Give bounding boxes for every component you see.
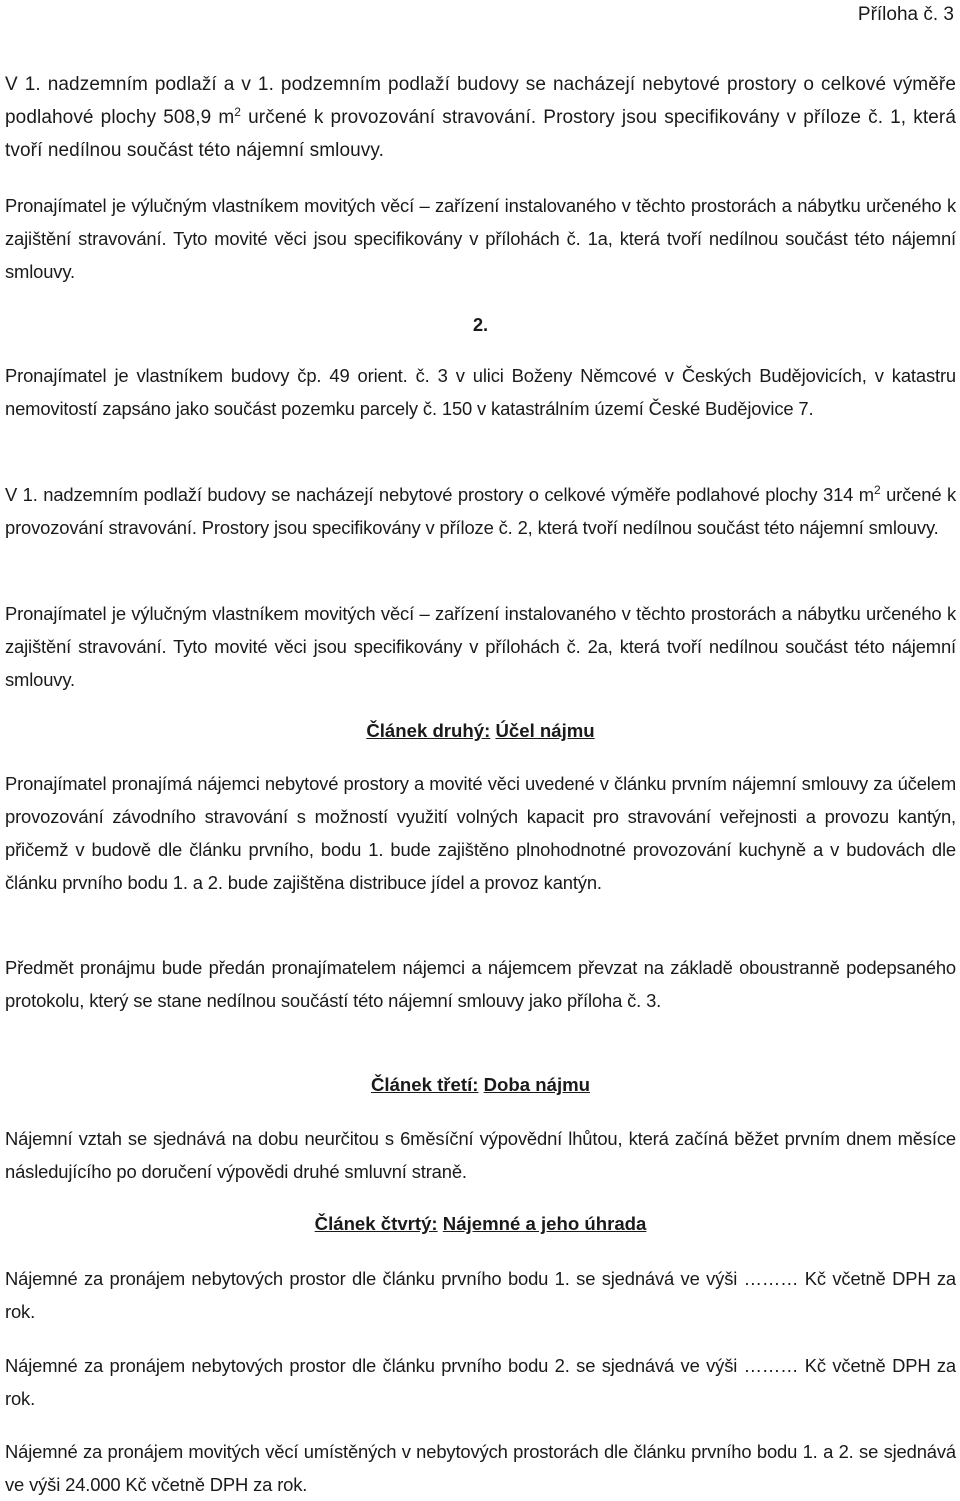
paragraph-rent-2: Nájemné za pronájem nebytových prostor dle článku prvního bodu 2. se sjednává ve výši ……… Kč včetně DPH za rok. [5, 1355, 956, 1409]
paragraph-handover: Předmět pronájmu bude předán pronajímatelem nájemci a nájemcem převzat na základě oboustranně podepsaného protokolu, který se stane nedílnou součástí této nájemní smlouvy jako příloha č. 3. [5, 957, 956, 1011]
heading-article-2 [5, 716, 956, 746]
paragraph-premises-2-text-a: V 1. nadzemním podlaží budovy se nacházejí nebytové prostory o celkové výměře podlahové plochy 314 m [5, 484, 874, 505]
heading-article-2-title: Účel nájmu [495, 720, 595, 741]
paragraph-premises-1-text-a: V 1. nadzemním podlaží a v 1. podzemním podlaží budovy se nacházejí nebytové prostory o celkové výměře podlahové plochy 508,9 m [5, 74, 956, 128]
paragraph-rent-1: Nájemné za pronájem nebytových prostor dle článku prvního bodu 1. se sjednává ve výši ……… Kč včetně DPH za rok. [5, 1268, 956, 1322]
paragraph-purpose: Pronajímatel pronajímá nájemci nebytové prostory a movité věci uvedené v článku prvním nájemní smlouvy za účelem provozování závodního stravování s možností využití volných kapacit pro stravování veřejnosti a provozu kantýn, přičemž v budově dle článku prvního, bodu 1. bude zajištěno plnohodnotné provozování kuchyně a v budovách dle článku prvního bodu 1. a 2. bude zajištěna distribuce jídel a provoz kantýn. [5, 773, 956, 893]
paragraph-premises-1 [5, 68, 956, 167]
superscript-2: 2 [234, 105, 242, 119]
heading-article-3 [5, 1070, 956, 1100]
superscript-2: 2 [873, 483, 881, 497]
heading-article-4-title: Nájemné a jeho úhrada [442, 1213, 647, 1234]
paragraph-premises-2-text-b: určené k provozování stravování. Prostory jsou specifikovány v příloze č. 2, která tvoří nedílnou součást této nájemní smlouvy. [5, 484, 956, 538]
paragraph-premises-1-text-b: určené k provozování stravování. Prostory jsou specifikovány v příloze č. 1, která tvoří nedílnou součást této nájemní smlouvy. [5, 107, 956, 161]
appendix-label: Příloha č. 3 [857, 4, 954, 25]
paragraph-movables-1: Pronajímatel je výlučným vlastníkem movitých věcí – zařízení instalovaného v těchto prostorách a nábytku určeného k zajištění stravování. Tyto movité věci jsou specifikovány v přílohách č. 1a, která tvoří nedílnou součást této nájemní smlouvy. [5, 195, 956, 282]
section-number: 2. [472, 314, 489, 335]
paragraph-rent-movables: Nájemné za pronájem movitých věcí umístěných v nebytových prostorách dle článku prvního bodu 1. a 2. se sjednává ve výši 24.000 Kč včetně DPH za rok. [5, 1441, 956, 1495]
paragraph-premises-2 [5, 478, 956, 544]
heading-article-3-title: Doba nájmu [483, 1074, 591, 1095]
heading-article-3-label: Článek třetí: [370, 1074, 479, 1095]
paragraph-duration: Nájemní vztah se sjednává na dobu neurčitou s 6měsíční výpovědní lhůtou, která začíná běžet prvním dnem měsíce následujícího po doručení výpovědi druhé smluvní straně. [5, 1128, 956, 1182]
paragraph-building-owner: Pronajímatel je vlastníkem budovy čp. 49 orient. č. 3 v ulici Boženy Němcové v Českých Budějovicích, v katastru nemovitostí zapsáno jako součást pozemku parcely č. 150 v katastrálním území České Budějovice 7. [5, 365, 956, 419]
heading-article-4 [5, 1209, 956, 1239]
heading-article-2-label: Článek druhý: [366, 720, 491, 741]
paragraph-movables-2: Pronajímatel je výlučným vlastníkem movitých věcí – zařízení instalovaného v těchto prostorách a nábytku určeného k zajištění stravování. Tyto movité věci jsou specifikovány v přílohách č. 2a, která tvoří nedílnou součást této nájemní smlouvy. [5, 603, 956, 690]
heading-article-4-label: Článek čtvrtý: [314, 1213, 438, 1234]
